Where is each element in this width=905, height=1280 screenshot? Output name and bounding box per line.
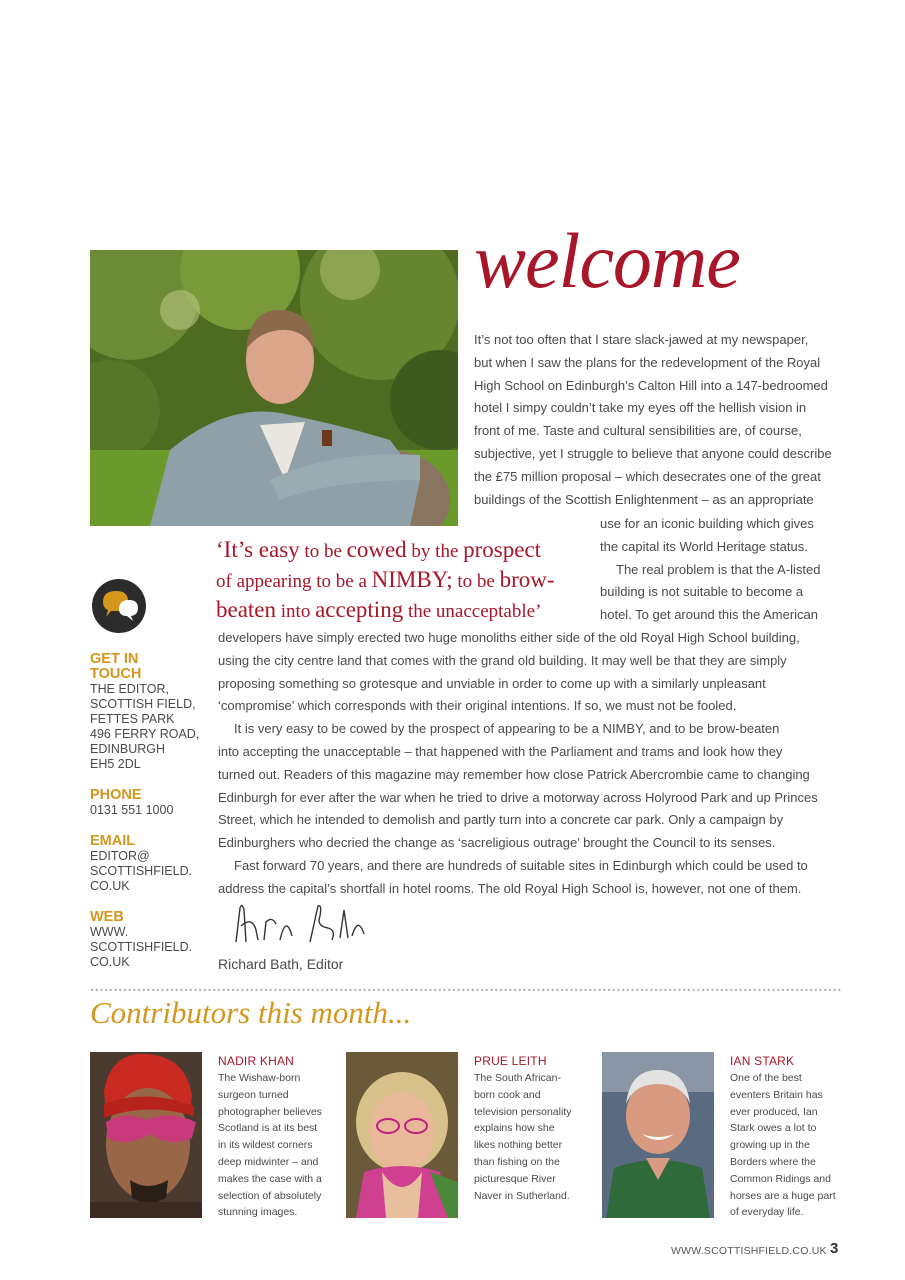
footer-website-link[interactable]: WWW.SCOTTISHFIELD.CO.UK: [671, 1245, 827, 1257]
contributors-heading: Contributors this month...: [90, 995, 412, 1030]
dotted-divider: [90, 980, 842, 986]
pull-quote: ‘It’s easy to be cowed by the prospect of appearing to be a NIMBY; to be brow- beaten into accepting the unacceptable’: [216, 537, 555, 622]
contributor-photo-prue-leith: [346, 1052, 458, 1218]
contributor-ian-stark: IAN STARK One of the best eventers Britain has ever produced, Ian Stark owes a lot to growing up in the Borders where the Common Ridings and horses are a huge part of everyday life.: [730, 1054, 836, 1219]
phone-number[interactable]: 0131 551 1000: [90, 803, 174, 817]
editor-signature: [232, 896, 372, 956]
welcome-heading: welcome: [474, 217, 740, 304]
contributor-photo-ian-stark: [602, 1052, 714, 1218]
middle-paragraph: use for an iconic building which gives the capital its World Heritage status. The real problem is that the A-listed building is not suitable to become a hotel. To get around this the American: [600, 516, 821, 623]
contributor-nadir-khan: NADIR KHAN The Wishaw-born surgeon turned photographer believes Scotland is at its best in its wildest corners deep midwinter – and makes the case with a selection of absolutely stunning images.: [218, 1054, 322, 1219]
editor-signoff: Richard Bath, Editor: [218, 956, 344, 972]
contributor-prue-leith: PRUE LEITH The South African- born cook and television personality explains how she likes nothing better than fishing on the picturesque River Naver in Sutherland.: [474, 1054, 572, 1202]
page-number: 3: [830, 1240, 839, 1257]
contributor-photo-nadir-khan: [90, 1052, 202, 1218]
contact-details: GET IN TOUCH THE EDITOR, SCOTTISH FIELD, FETTES PARK 496 FERRY ROAD, EDINBURGH EH5 2DL PHONE 0131 551 1000 EMAIL EDITOR@ SCOTTISHFIELD. CO.UK WEB WWW. SCOTTISHFIELD. CO.UK: [90, 652, 210, 986]
editor-photo: [90, 250, 458, 526]
speech-bubble-icon: [91, 578, 147, 634]
main-paragraph: developers have simply erected two huge monoliths either side of the old Royal High School building, using the city centre land that comes with the grand old building. It may well be that they are simply proposing something so grotesque and unviable in order to come up with a similarly unpleasant ‘compromise’ which corresponds with their original intentions. If so, we must not be fooled. It is very easy to be cowed by the prospect of appearing to be a NIMBY, and to be brow-beaten into accepting the unacceptable – that happened with the Parliament and trams and look how they turned out. Readers of this magazine may remember how close Patrick Abercrombie came to changing Edinburgh for ever after the war when he tried to drive a motorway across Holyrood Park and up Princes Street, which he intended to demolish and partly turn into a concrete car park. Only a campaign by Edinburghers who decried the change as ‘sacreligious outrage’ brought the Council to its senses. Fast forward 70 years, and there are hundreds of suitable sites in Edinburgh which could be used to address the capital’s shortfall in hotel rooms. The old Royal High School is, however, not one of them.: [218, 630, 818, 896]
intro-paragraph: It’s not too often that I stare slack-jawed at my newspaper, but when I saw the plans for the redevelopment of the Royal High School on Edinburgh’s Calton Hill into a 147-bedroomed hotel I simpy couldn’t take my eyes off the hellish vision in front of me. Taste and cultural sensibilities are, of course, subjective, yet I struggle to believe that anyone could describe the £75 million proposal – which desecrates one of the great buildings of the Scottish Enlightenment – as an appropriate: [474, 332, 832, 507]
